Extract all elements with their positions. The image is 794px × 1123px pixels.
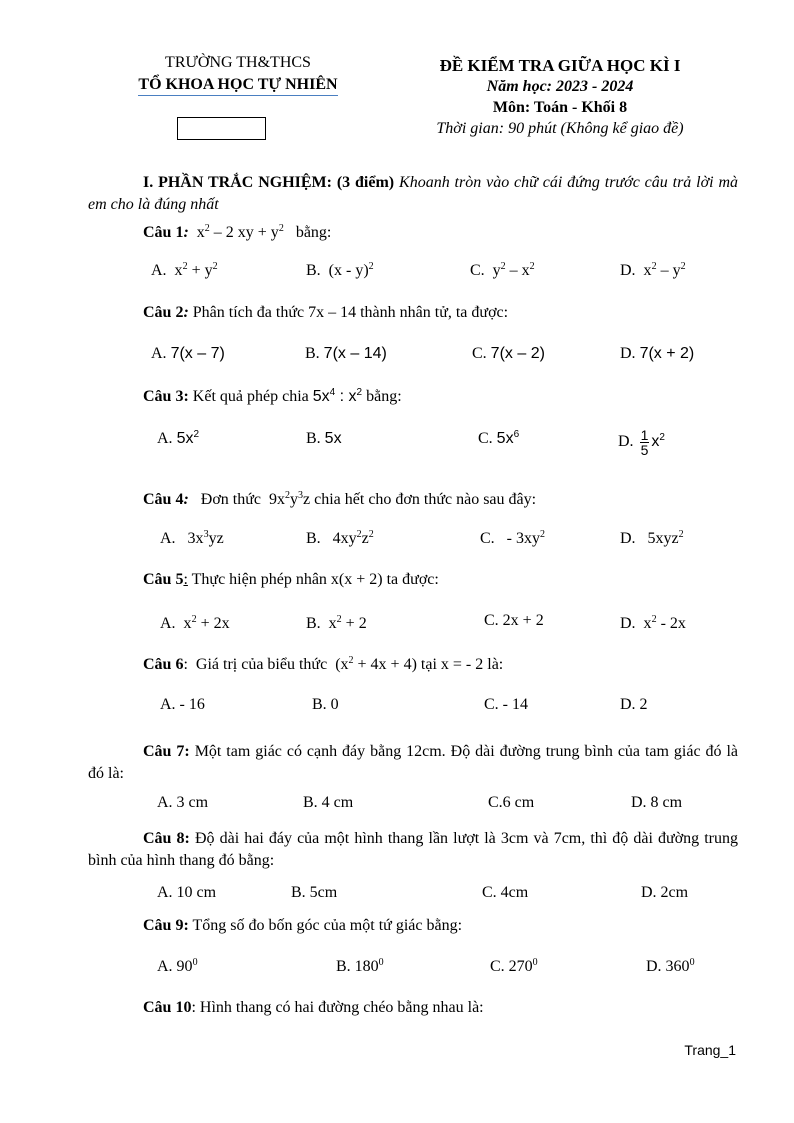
q7-option-d[interactable]: D. 8 cm — [631, 794, 683, 811]
question-2: Câu 2: Phân tích đa thức 7x – 14 thành nhân tử, ta được: — [143, 304, 509, 321]
q6-option-b[interactable]: B. 0 — [312, 696, 339, 713]
q3-option-b[interactable]: B. 5x — [306, 430, 342, 447]
question-5: Câu 5: Thực hiện phép nhân x(x + 2) ta được: — [143, 571, 439, 588]
q1-option-d[interactable]: D. $x^2 - y^2$ — [620, 261, 686, 279]
q1-option-a[interactable]: A. $x^2 + y^2$ — [151, 261, 218, 279]
school-name: TRƯỜNG TH&THCS — [165, 54, 311, 71]
exam-code-box — [177, 117, 266, 140]
q2-option-a[interactable]: A. 7(x – 7) — [151, 345, 225, 362]
q8-option-b[interactable]: B. 5cm — [291, 884, 338, 901]
q7-option-b[interactable]: B. 4 cm — [303, 794, 354, 811]
subject: Môn: Toán - Khối 8 — [492, 99, 628, 116]
q7-option-a[interactable]: A. 3 cm — [157, 794, 209, 811]
question-7: Câu 7: Một tam giác có cạnh đáy bằng 12cm. Độ dài đường trung bình của tam giác đó là đó là: — [88, 743, 739, 782]
q9-option-d[interactable]: D. $360^0$ — [646, 957, 695, 975]
question-4: Câu 4: Đơn thức $9x^2y^3z$ chia hết cho đơn thức nào sau đây: — [143, 490, 537, 508]
school-year: Năm học: 2023 - 2024 — [486, 78, 634, 95]
q4-option-b[interactable]: B. $4xy^2z^2$ — [306, 529, 374, 547]
q8-option-c[interactable]: C. 4cm — [482, 884, 529, 901]
q3-option-a[interactable]: A. $5x^2$ — [157, 429, 200, 447]
q2-option-b[interactable]: B. 7(x – 14) — [305, 345, 387, 362]
question-9: Câu 9: Tổng số đo bốn góc của một tứ giác bằng: — [143, 917, 463, 934]
q7-option-c[interactable]: C.6 cm — [488, 794, 535, 811]
q5-option-d[interactable]: D. $x^2 - 2x$ — [620, 614, 686, 632]
q4-option-c[interactable]: C. - $3xy^2$ — [480, 529, 545, 547]
q5-option-a[interactable]: A. $x^2 + 2x$ — [160, 614, 230, 632]
q1-option-c[interactable]: C. $y^2 - x^2$ — [470, 261, 535, 279]
q4-option-a[interactable]: A. $3x^3yz$ — [160, 529, 224, 547]
q6-option-d[interactable]: D. 2 — [620, 696, 648, 713]
q9-option-a[interactable]: A. $90^0$ — [157, 957, 198, 975]
question-3: Câu 3: Kết quả phép chia $5x^4$ : $x^2$ bằng: — [143, 387, 402, 405]
q4-option-d[interactable]: D. 5xyz$^2$ — [620, 529, 684, 547]
question-8: Câu 8: Độ dài hai đáy của một hình thang lần lượt là 3cm và 7cm, thì độ dài đường trung bình của hình thang đó bằng: — [88, 830, 739, 869]
section-1-heading: I. PHẦN TRẮC NGHIỆM: (3 điểm) Khoanh tròn vào chữ cái đứng trước câu trả lời mà em cho là đúng nhất — [88, 174, 739, 213]
q5-option-c[interactable]: C. 2x + 2 — [484, 612, 544, 629]
q9-option-c[interactable]: C. $270^0$ — [490, 957, 538, 975]
q2-option-d[interactable]: D. 7(x + 2) — [620, 345, 695, 362]
page-number: Trang_1 — [684, 1042, 736, 1058]
department-name: TỔ KHOA HỌC TỰ NHIÊN — [118, 76, 358, 94]
question-1: Câu 1: $x^2 - 2$ xy + $y^2$ bằng: — [143, 223, 332, 241]
q6-option-c[interactable]: C. - 14 — [484, 696, 528, 713]
q8-option-a[interactable]: A. 10 cm — [157, 884, 217, 901]
q5-option-b[interactable]: B. $x^2 + 2$ — [306, 614, 367, 632]
q9-option-b[interactable]: B. $180^0$ — [336, 957, 384, 975]
question-6: Câu 6: Giá trị của biểu thức $(x^2 + 4x + 4)$ tại x = - 2 là: — [143, 655, 504, 673]
q3-option-c[interactable]: C. $5x^6$ — [478, 429, 520, 447]
exam-title: ĐỀ KIỂM TRA GIỮA HỌC KÌ I — [439, 56, 681, 75]
q3-option-d[interactable]: D. $\frac{1}{5}$ $x^2$ — [618, 427, 665, 458]
q8-option-d[interactable]: D. 2cm — [641, 884, 689, 901]
q6-option-a[interactable]: A. - 16 — [160, 696, 205, 713]
q2-option-c[interactable]: C. 7(x – 2) — [472, 345, 545, 362]
exam-time: Thời gian: 90 phút (Không kể giao đề) — [436, 120, 684, 137]
question-10: Câu 10: Hình thang có hai đường chéo bằng nhau là: — [143, 999, 484, 1016]
q1-option-b[interactable]: B. (x - y)$^2$ — [306, 261, 374, 279]
